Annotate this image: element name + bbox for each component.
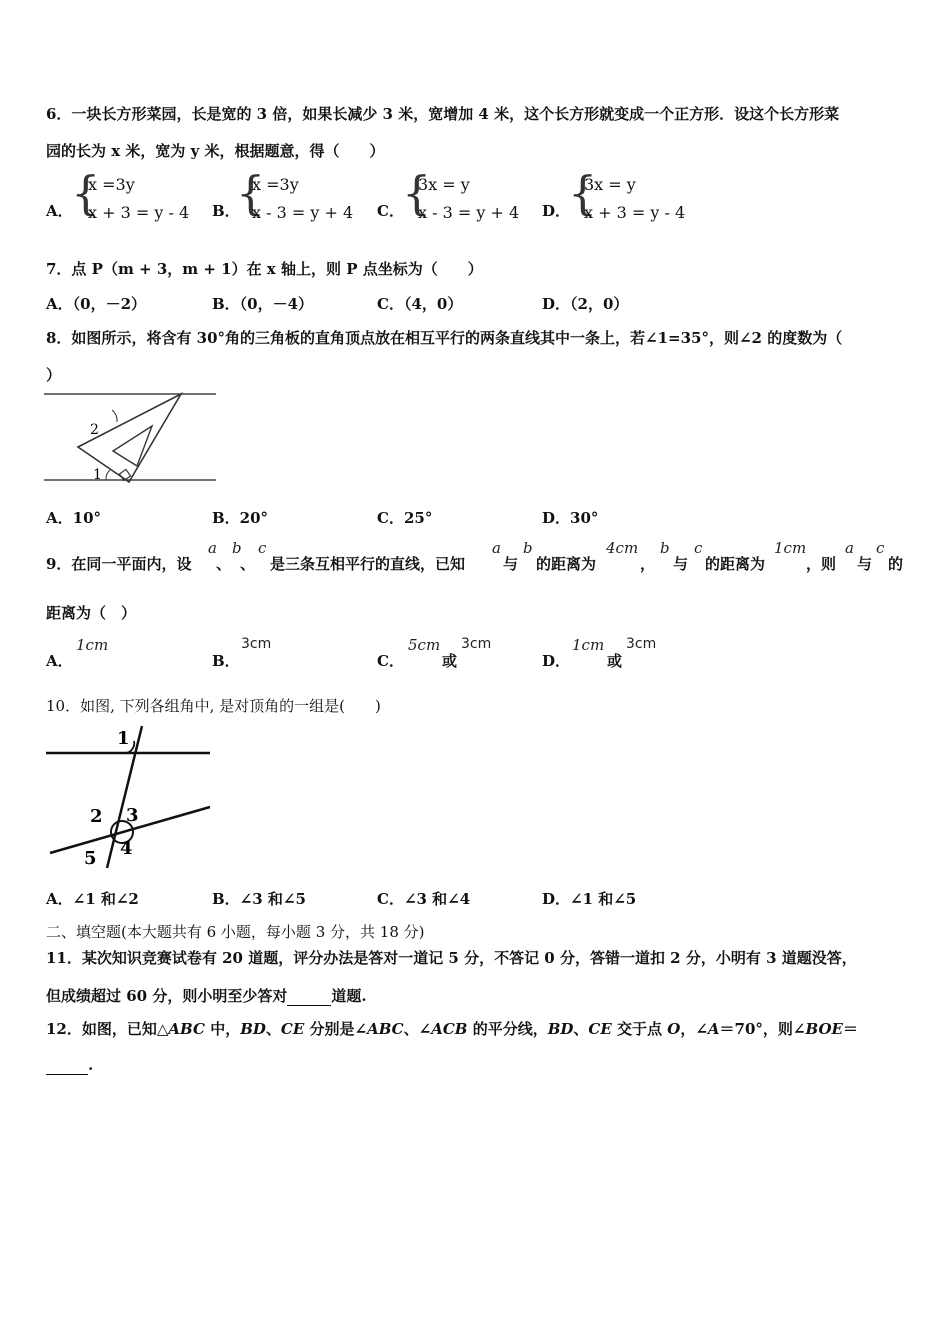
option-value: 5cm (408, 636, 441, 654)
option-letter: A． (46, 652, 73, 670)
q8-option-a[interactable]: A．10° (46, 509, 102, 527)
q7-option-a[interactable]: A．（0，－2） (46, 295, 147, 313)
q8-option-d[interactable]: D．30° (542, 509, 599, 527)
angle-label-4: 4 (120, 838, 133, 859)
angle-label-2: 2 (90, 422, 99, 438)
q12-text: 中， (204, 1020, 241, 1038)
q12-text: . (88, 1056, 94, 1074)
q12-var: ACB (431, 1020, 468, 1038)
q12-text: ，∠ (680, 1020, 708, 1038)
q12-text: 、∠ (403, 1020, 432, 1038)
equation: x - 3 = y + 4 (418, 203, 520, 222)
angle-label-3: 3 (126, 805, 139, 826)
q12-var: ABC (367, 1020, 404, 1038)
q10-text: 10．如图, 下列各组角中, 是对顶角的一组是( ) (46, 697, 381, 715)
q9-text: 9．在同一平面内，设 (46, 555, 192, 573)
q8-option-c[interactable]: C．25° (377, 509, 433, 527)
q12-text: 分别是∠ (304, 1020, 368, 1038)
option-letter: D． (542, 202, 571, 220)
option-value: 1cm (572, 636, 605, 654)
q9-line2: 距离为（ ） (46, 604, 137, 622)
option-letter: D． (542, 652, 571, 670)
q6-line1: 6．一块长方形菜园，长是宽的 3 倍，如果长减少 3 米，宽增加 4 米，这个长方形就变成一个正方形．设这个长方形菜 (46, 105, 840, 123)
q6-line2: 园的长为 x 米，宽为 y 米，根据题意，得（ ） (46, 142, 385, 160)
option-letter: B． (212, 652, 240, 670)
q9-comma: ， (640, 555, 656, 573)
q12-line2 (46, 1056, 93, 1075)
q12-text: 交于点 (611, 1020, 668, 1038)
equation: x + 3 = y - 4 (584, 203, 686, 222)
q10-option-a[interactable]: A．∠1 和∠2 (46, 890, 139, 908)
angle-arc (106, 470, 110, 480)
equation: 3x = y (584, 175, 636, 194)
q9-text: ，则 (806, 555, 837, 573)
q7-option-c[interactable]: C．（4，0） (377, 295, 463, 313)
angle-label-2: 2 (90, 806, 103, 827)
angle-arc (112, 410, 117, 422)
q12-var: CE (588, 1020, 612, 1038)
q12-line1 (46, 1018, 858, 1039)
q12-var: O (667, 1020, 681, 1038)
q8-line1: 8．如图所示，将含有 30°角的三角板的直角顶点放在相互平行的两条直线其中一条上，若∠1=35°，则∠2 的度数为（ (46, 329, 843, 347)
var-b: b (660, 539, 670, 557)
equation: 3x = y (418, 175, 470, 194)
q7-text: 7．点 P（m + 3，m + 1）在 x 轴上，则 P 点坐标为（ ） (46, 260, 483, 278)
answer-blank[interactable] (46, 1056, 88, 1075)
q9-text: 的距离为 (536, 555, 597, 573)
var-a: a (492, 539, 501, 557)
q11-text: 道题. (331, 987, 367, 1005)
var-b: b (523, 539, 533, 557)
option-value: 3cm (241, 636, 272, 652)
var-a: a (845, 539, 854, 557)
q12-var: BD (547, 1020, 574, 1038)
q10-figure (44, 722, 214, 872)
brace: { (236, 166, 266, 220)
brace: { (402, 166, 432, 220)
q11-text: 但成绩超过 60 分，则小明至少答对 (46, 987, 288, 1005)
q10-option-d[interactable]: D．∠1 和∠5 (542, 890, 637, 908)
q8-figure (44, 390, 220, 486)
angle-label-5: 5 (84, 848, 97, 869)
q11-line1: 11．某次知识竞赛试卷有 20 道题，评分办法是答对一道记 5 分，不答记 0 分，答错一道扣 2 分，小明有 3 道题没答， (46, 949, 857, 967)
q9-sep: 、 (216, 555, 232, 573)
q9-sep: 、 (240, 555, 256, 573)
q8-line2: ） (46, 366, 62, 384)
equation: x =3y (88, 175, 135, 194)
equation: x + 3 = y - 4 (88, 203, 190, 222)
option-value: 3cm (626, 636, 657, 652)
angle-label-1: 1 (93, 467, 102, 483)
q12-var: BD (240, 1020, 266, 1038)
option-letter: A． (46, 202, 73, 220)
var-b: b (232, 539, 242, 557)
answer-blank[interactable] (287, 987, 331, 1006)
q7-option-d[interactable]: D．（2，0） (542, 295, 629, 313)
option-or: 或 (607, 652, 623, 670)
distance-value: 4cm (606, 539, 639, 557)
option-letter: C． (377, 652, 404, 670)
option-value: 1cm (76, 636, 109, 654)
q9-text: 的 (888, 555, 904, 573)
q12-text: 、 (573, 1020, 589, 1038)
q12-text: 的平分线， (467, 1020, 548, 1038)
option-letter: B． (212, 202, 240, 220)
angle-label-1: 1 (117, 728, 130, 749)
q9-text: 与 (857, 555, 873, 573)
q12-var: ABC (168, 1020, 205, 1038)
distance-value: 1cm (774, 539, 807, 557)
option-letter: C． (377, 202, 404, 220)
q7-option-b[interactable]: B．（0，－4） (212, 295, 314, 313)
q12-text: ＝70°，则∠ (719, 1020, 806, 1038)
q12-text: 、 (265, 1020, 281, 1038)
section-heading: 二、填空题(本大题共有 6 小题，每小题 3 分，共 18 分) (46, 923, 425, 941)
q10-option-c[interactable]: C．∠3 和∠4 (377, 890, 471, 908)
equation: x - 3 = y + 4 (252, 203, 354, 222)
q12-var: A (707, 1020, 720, 1038)
var-c: c (876, 539, 885, 557)
q10-option-b[interactable]: B．∠3 和∠5 (212, 890, 306, 908)
equation: x =3y (252, 175, 299, 194)
q9-text: 与 (673, 555, 689, 573)
var-a: a (208, 539, 217, 557)
var-c: c (258, 539, 267, 557)
q12-var: CE (280, 1020, 305, 1038)
option-or: 或 (442, 652, 458, 670)
q9-text: 的距离为 (705, 555, 766, 573)
brace: { (71, 166, 101, 220)
q8-option-b[interactable]: B．20° (212, 509, 269, 527)
q12-text: ＝ (842, 1020, 858, 1038)
q9-text: 是三条互相平行的直线，已知 (270, 555, 466, 573)
q12-var: BOE (805, 1020, 843, 1038)
option-value: 3cm (461, 636, 492, 652)
q11-line2 (46, 985, 367, 1006)
var-c: c (694, 539, 703, 557)
q9-text: 与 (503, 555, 519, 573)
q12-text: 12．如图，已知△ (46, 1020, 169, 1038)
triangle-inner (113, 426, 152, 466)
brace: { (568, 166, 598, 220)
